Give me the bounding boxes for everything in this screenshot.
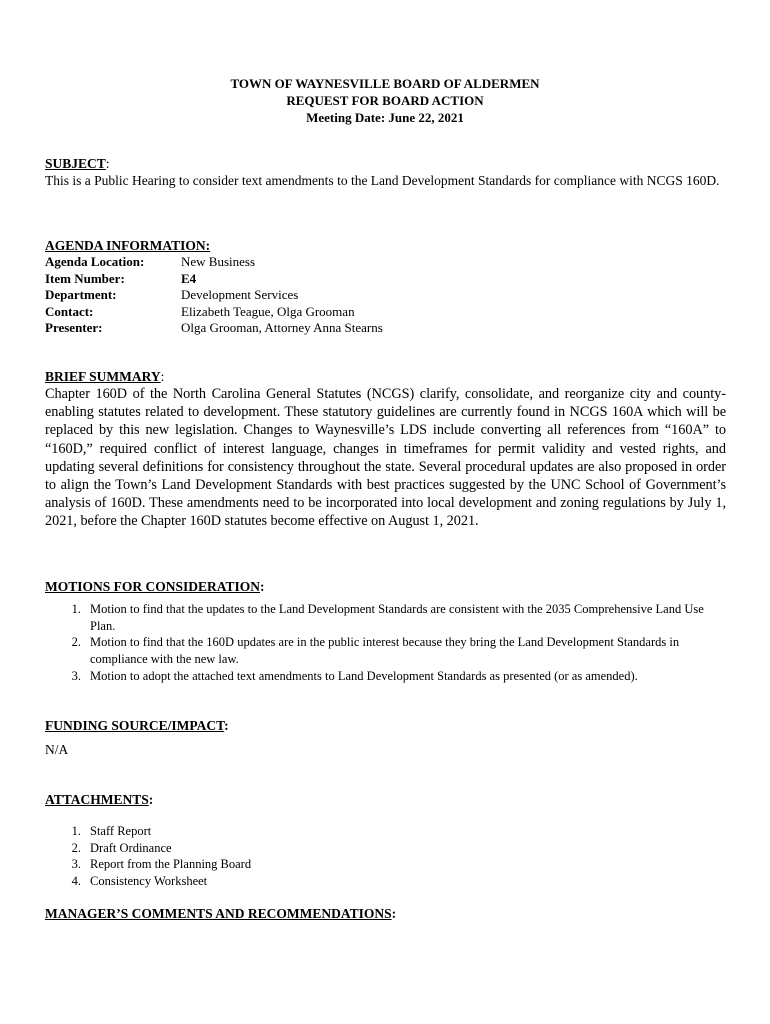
funding-colon: :	[224, 718, 229, 733]
summary-section	[45, 368, 726, 531]
summary-title: BRIEF SUMMARY	[45, 369, 161, 384]
agenda-value: Olga Grooman, Attorney Anna Stearns	[181, 320, 383, 335]
subject-colon: :	[105, 156, 110, 171]
list-number: 3.	[71, 857, 81, 872]
list-item	[45, 856, 726, 873]
funding-section	[45, 717, 726, 758]
agenda-label: Item Number:	[45, 270, 125, 286]
list-item	[45, 634, 726, 667]
funding-text: N/A	[45, 742, 69, 757]
summary-text: Chapter 160D of the North Carolina General Statutes (NCGS) clarify, consolidate, and reorganize city and county-enabling statutes related to development. These statutory guidelines are currently found in NCGS 160A which will be replaced by this new legislation. Changes to Waynesville’s LDS include converting all references from “160A” to “160D,” required conflict of interest language, changes in timeframes for permit validity and vested rights, and updating several definitions for consistency throughout the state. Several procedural updates are also proposed in order to align the Town’s Land Development Standards with best practices suggested by the UNC School of Government’s analysis of 160D. These amendments need to be incorporated into local development and zoning regulations by July 1, 2021, before the Chapter 160D statutes become effective on August 1, 2021.	[45, 386, 726, 530]
list-number: 3.	[71, 668, 81, 683]
attachments-title: ATTACHMENTS	[45, 792, 149, 807]
list-number: 4.	[71, 874, 81, 889]
motions-colon: :	[260, 579, 265, 594]
list-number: 2.	[71, 635, 81, 650]
subject-text: This is a Public Hearing to consider text amendments to the Land Development Standards for compliance with NCGS 160D.	[45, 173, 720, 188]
list-item	[45, 668, 726, 685]
agenda-title: AGENDA INFORMATION:	[45, 238, 211, 253]
list-item	[45, 840, 726, 857]
attachments-list	[45, 823, 726, 890]
list-text: Motion to adopt the attached text amendments to Land Development Standards as presented (or as amended).	[90, 668, 638, 683]
list-number: 2.	[71, 840, 81, 855]
agenda-label: Contact:	[45, 303, 94, 319]
agenda-row	[45, 254, 726, 271]
agenda-value: New Business	[181, 254, 256, 269]
manager-section	[45, 905, 726, 922]
agenda-label: Agenda Location:	[45, 254, 145, 269]
list-item	[45, 601, 726, 634]
agenda-label: Department:	[45, 287, 117, 302]
agenda-value: Development Services	[181, 287, 299, 302]
agenda-row	[45, 271, 726, 288]
attachments-colon: :	[148, 792, 154, 807]
document-header	[0, 75, 770, 126]
agenda-row	[45, 320, 726, 337]
list-text: Motion to find that the 160D updates are in the public interest because they bring the Land Development Standards in compliance with the new law.	[90, 635, 680, 667]
header-town: TOWN OF WAYNESVILLE BOARD OF ALDERMEN	[230, 76, 540, 91]
list-item	[45, 823, 726, 840]
list-item	[45, 873, 726, 890]
list-text: Staff Report	[90, 824, 152, 838]
attachments-section	[45, 791, 726, 890]
agenda-value: Elizabeth Teague, Olga Grooman	[181, 303, 355, 319]
agenda-row	[45, 287, 726, 304]
agenda-label: Presenter:	[45, 320, 103, 335]
agenda-value: E4	[181, 270, 197, 286]
list-number: 1.	[71, 602, 81, 616]
list-text: Motion to find that the updates to the Land Development Standards are consistent with the 2035 Comprehensive Land Use Plan.	[90, 602, 704, 633]
header-meeting-date: Meeting Date: June 22, 2021	[306, 110, 464, 125]
agenda-row	[45, 304, 726, 321]
subject-title: SUBJECT	[45, 156, 106, 171]
funding-title: FUNDING SOURCE/IMPACT	[45, 718, 225, 733]
manager-colon: :	[391, 906, 397, 921]
list-text: Report from the Planning Board	[90, 857, 252, 872]
list-text: Consistency Worksheet	[90, 874, 208, 889]
motions-title: MOTIONS FOR CONSIDERATION	[45, 579, 261, 594]
list-number: 1.	[71, 824, 81, 838]
list-text: Draft Ordinance	[90, 840, 172, 855]
motions-section	[45, 578, 726, 685]
agenda-section	[45, 237, 726, 337]
subject-section	[45, 155, 726, 189]
motions-list	[45, 601, 726, 685]
summary-colon: :	[160, 369, 165, 384]
manager-title: MANAGER’S COMMENTS AND RECOMMENDATIONS	[45, 906, 392, 921]
header-request: REQUEST FOR BOARD ACTION	[286, 93, 484, 108]
